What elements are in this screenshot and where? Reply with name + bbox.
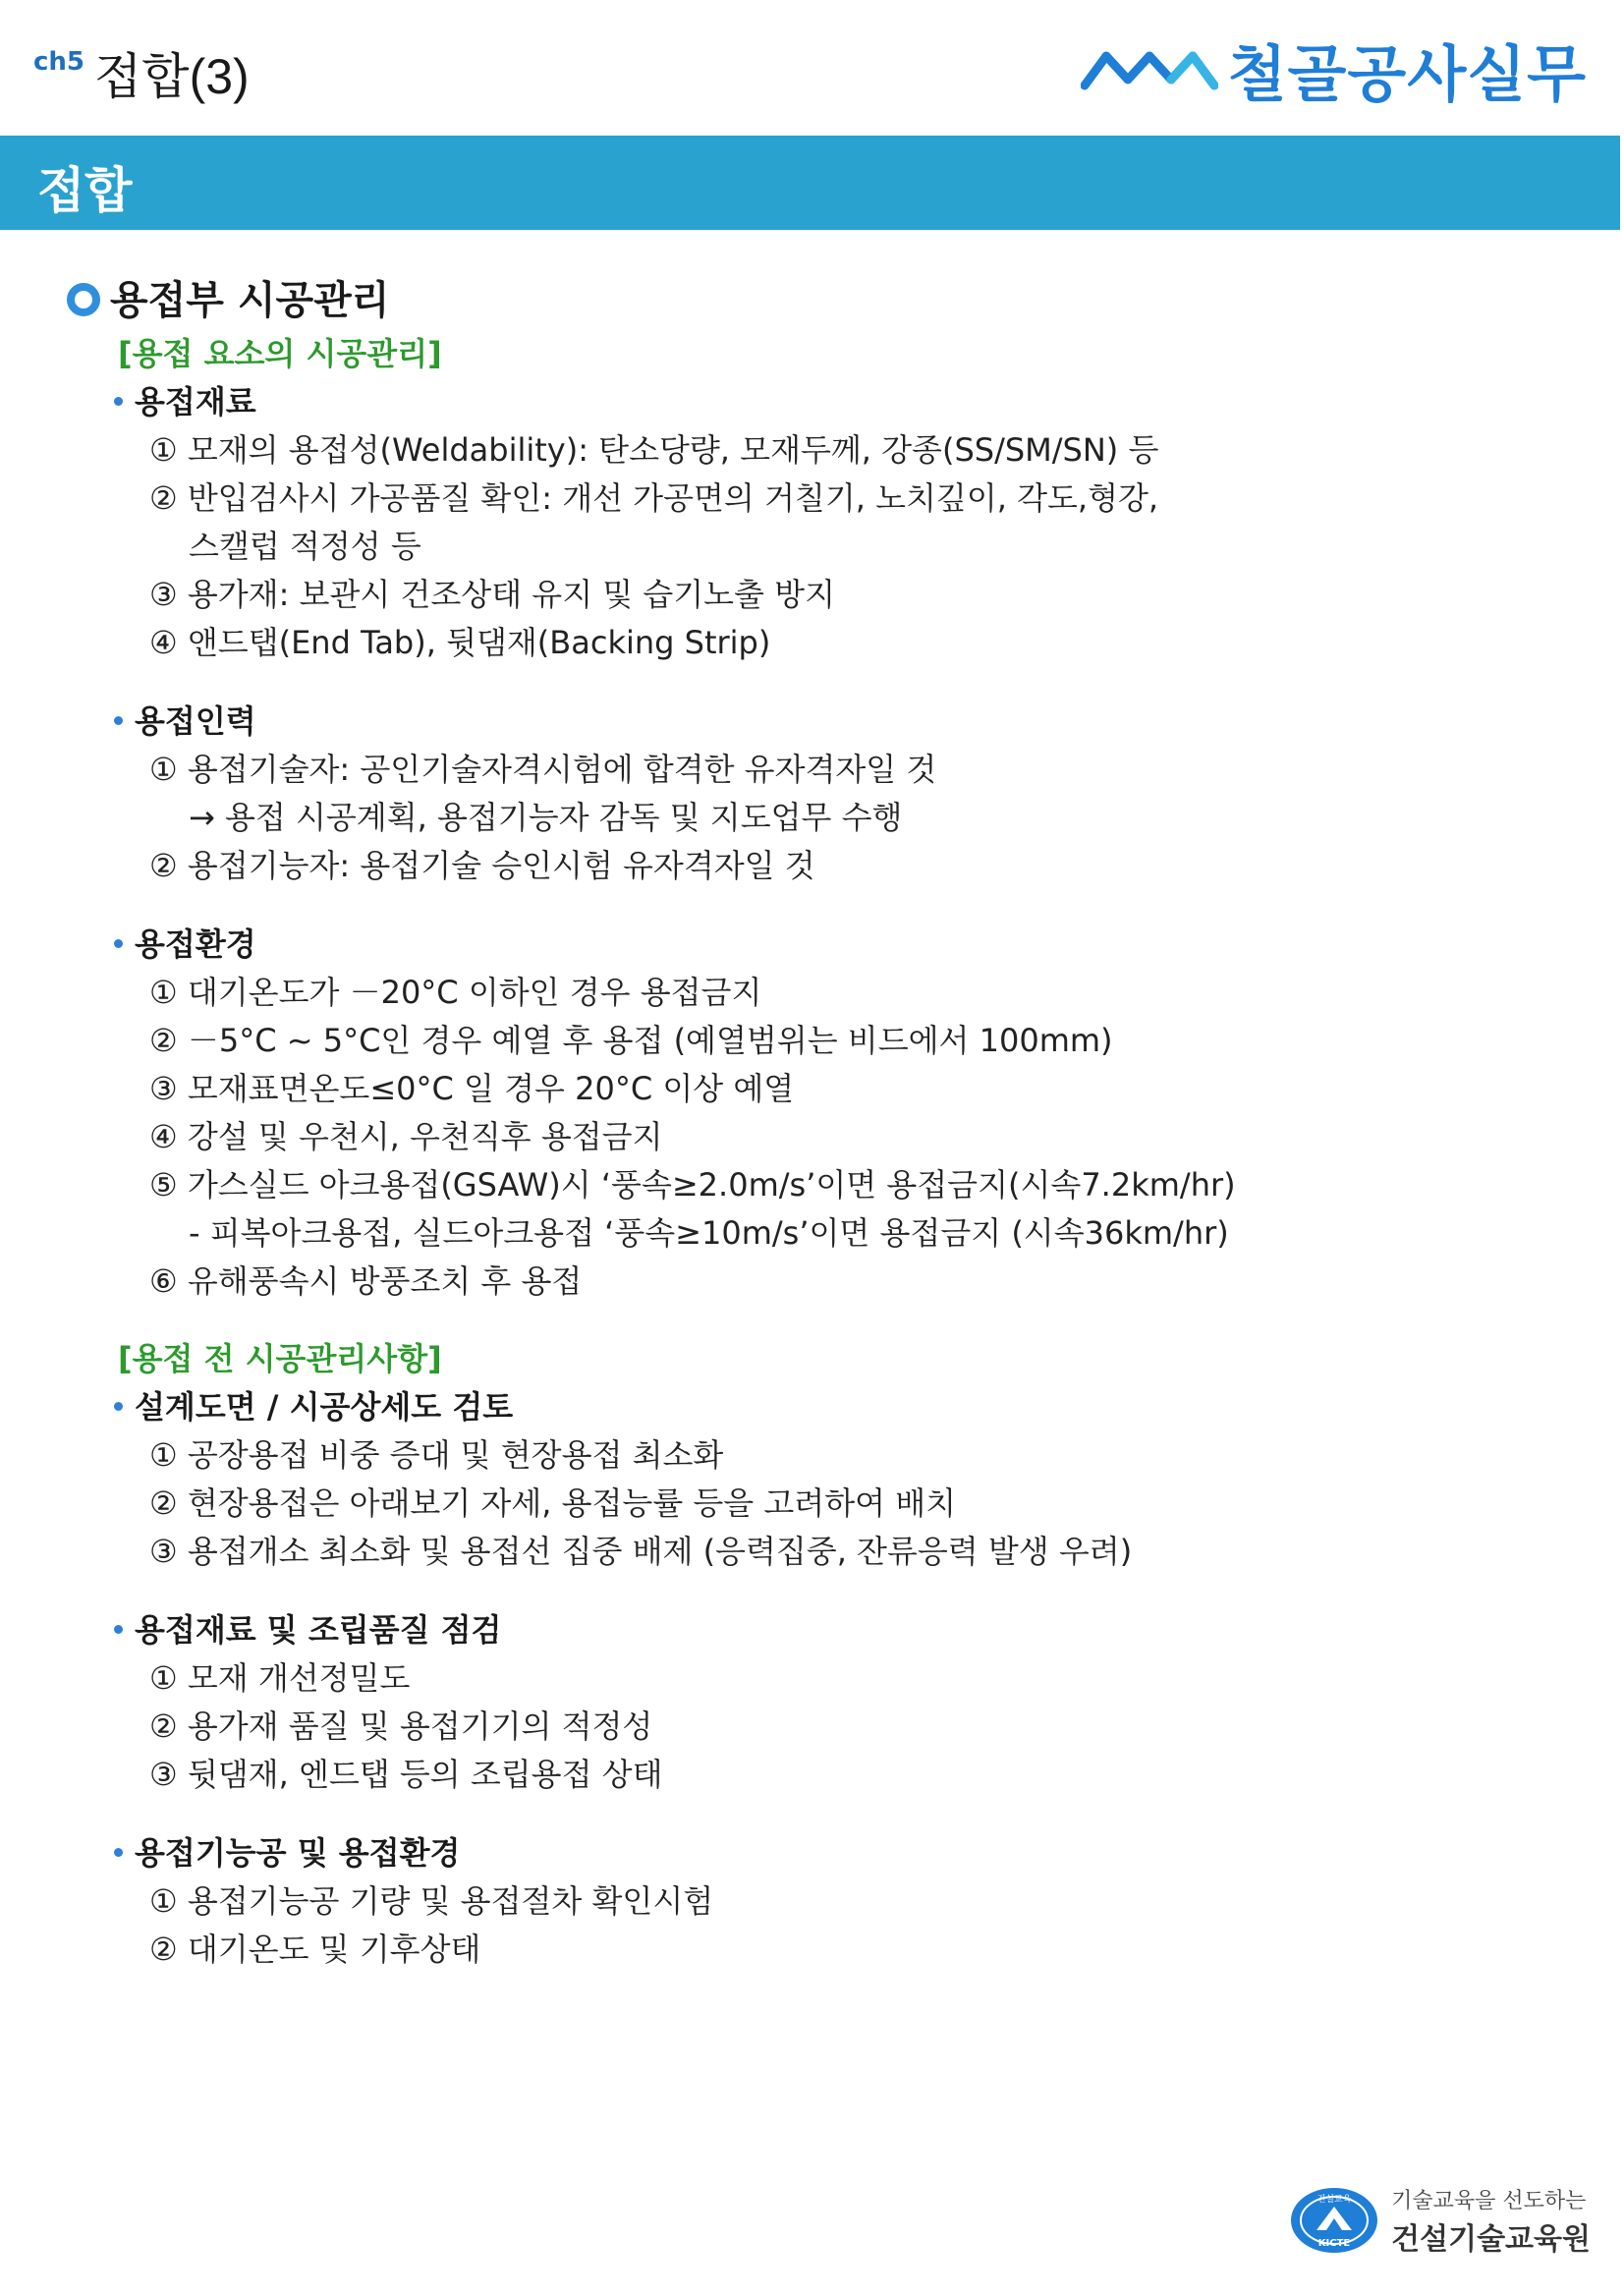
bullet-dot-icon: [114, 1848, 123, 1857]
group-design-review: [114, 1382, 1560, 1576]
group-welding-materials: [114, 377, 1560, 667]
group-material-assembly-check: [114, 1605, 1560, 1799]
list-item: ② 대기온도 및 기후상태: [149, 1931, 481, 1968]
ring-bullet-icon: [67, 283, 100, 316]
group-welding-personnel: [114, 697, 1560, 890]
list-item: ⑥ 유해풍속시 방풍조치 후 용접: [149, 1262, 583, 1300]
list-item-continuation: - 피복아크용접, 실드아크용접 ‘풍속≥10m/s’이면 용접금지 (시속36km/hr): [189, 1214, 1229, 1252]
group-heading: [114, 920, 1560, 969]
brand-name: 철골공사실무: [1227, 37, 1587, 110]
section-title: 용접부 시공관리: [110, 278, 390, 323]
group-heading-text: 용접기능공 및 용접환경: [135, 1834, 461, 1872]
bullet-dot-icon: [114, 1625, 123, 1634]
title-band: [0, 136, 1620, 230]
list-item: ② 용가재 품질 및 용접기기의 적정성: [149, 1708, 653, 1745]
svg-text:KICTE: KICTE: [1317, 2238, 1351, 2249]
list-item: ③ 뒷댐재, 엔드탭 등의 조립용접 상태: [149, 1756, 663, 1793]
group-heading-text: 용접환경: [135, 925, 256, 963]
list-item: ① 공장용접 비중 증대 및 현장용접 최소화: [149, 1436, 724, 1474]
list-item: ③ 용가재: 보관시 건조상태 유지 및 습기노출 방지: [149, 576, 836, 613]
list-item: ① 모재 개선정밀도: [149, 1659, 411, 1697]
list-item: ② 반입검사시 가공품질 확인: 개선 가공면의 거칠기, 노치깊이, 각도,형강,: [149, 479, 1159, 517]
list-item: ② 용접기능자: 용접기술 승인시험 유자격자일 것: [149, 847, 815, 884]
group-heading: [114, 377, 1560, 426]
main-content: [67, 263, 1560, 1974]
wave-logo-icon: [1081, 46, 1218, 91]
list-item-continuation: 스캘럽 적정성 등: [189, 528, 421, 565]
band-title: 접합: [37, 162, 133, 219]
bullet-dot-icon: [114, 1402, 123, 1411]
footer-logo: [1287, 2181, 1591, 2260]
kicte-emblem-icon: [1287, 2185, 1381, 2256]
chapter-label: ch5: [33, 47, 85, 77]
group-heading-text: 용접재료: [135, 383, 256, 420]
list-item: ④ 강설 및 우천시, 우천직후 용접금지: [149, 1118, 663, 1155]
list-item: ④ 앤드탭(End Tab), 뒷댐재(Backing Strip): [149, 624, 771, 661]
svg-text:건설교육: 건설교육: [1316, 2195, 1352, 2205]
footer-tagline: 기술교육을 선도하는: [1391, 2188, 1587, 2213]
list-item: ① 용접기능공 기량 및 용접절차 확인시험: [149, 1882, 714, 1920]
list-item: ① 용접기술자: 공인기술자격시험에 합격한 유자격자일 것: [149, 751, 937, 788]
group-heading-text: 용접인력: [135, 702, 256, 740]
list-item: ③ 용접개소 최소화 및 용접선 집중 배제 (응력집중, 잔류응력 발생 우려): [149, 1533, 1133, 1570]
group-welder-environment: [114, 1828, 1560, 1974]
subsection-title: [용접 요소의 시공관리]: [118, 335, 442, 372]
section-heading: [67, 263, 1560, 330]
chapter-title: 접합(3): [94, 49, 250, 104]
bullet-dot-icon: [114, 716, 123, 725]
group-heading-text: 용접재료 및 조립품질 점검: [135, 1611, 502, 1649]
group-heading: [114, 1382, 1560, 1431]
list-item-continuation: → 용접 시공계획, 용접기능자 감독 및 지도업무 수행: [189, 799, 903, 836]
list-item: ② 현장용접은 아래보기 자세, 용접능률 등을 고려하여 배치: [149, 1484, 957, 1522]
group-heading: [114, 1828, 1560, 1877]
list-item: ② －5°C ~ 5°C인 경우 예열 후 용접 (예열범위는 비드에서 100mm): [149, 1022, 1113, 1059]
group-heading-text: 설계도면 / 시공상세도 검토: [135, 1388, 514, 1426]
subsection-title: [용접 전 시공관리사항]: [118, 1340, 442, 1377]
group-welding-environment: [114, 920, 1560, 1306]
list-item: ① 모재의 용접성(Weldability): 탄소당량, 모재두께, 강종(SS/SM/SN) 등: [149, 431, 1159, 469]
bullet-dot-icon: [114, 397, 123, 406]
list-item: ① 대기온도가 －20°C 이하인 경우 용접금지: [149, 974, 762, 1011]
group-heading: [114, 1605, 1560, 1654]
list-item: ⑤ 가스실드 아크용접(GSAW)시 ‘풍속≥2.0m/s’이면 용접금지(시속7.2km/hr): [149, 1166, 1236, 1204]
bullet-dot-icon: [114, 939, 123, 948]
footer-org-name: 건설기술교육원: [1391, 2221, 1591, 2257]
group-heading: [114, 697, 1560, 746]
brand-logo: [1081, 29, 1587, 108]
list-item: ③ 모재표면온도≤0°C 일 경우 20°C 이상 예열: [149, 1070, 795, 1107]
